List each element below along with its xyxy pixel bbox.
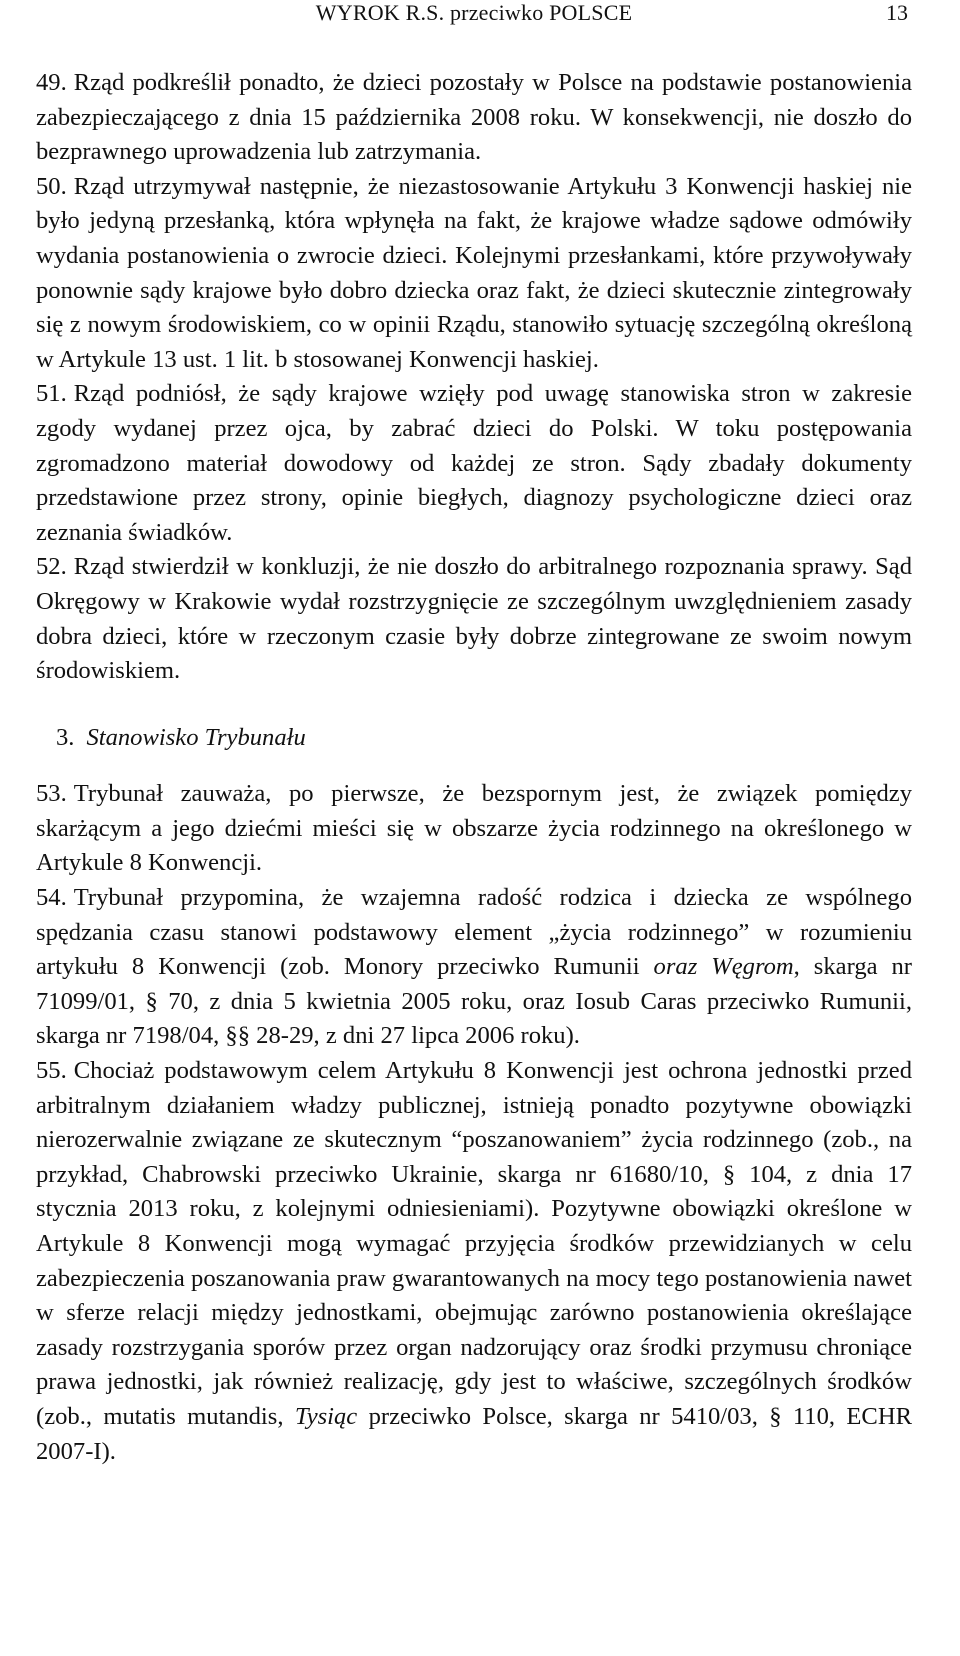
section-number: 3.	[56, 723, 75, 751]
paragraph-text: Chociaż podstawowym celem Artykułu 8 Konwencji jest ochrona jednostki przed arbitralnym działaniem władzy publicznej, istnieją ponadto pozytywne obowiązki nierozerwalnie związane ze skutecznym “poszanowaniem” życia rodzinnego (zob., na przykład, Chabrowski przeciwko Ukrainie, skarga nr 61680/10, § 104, z dnia 17 stycznia 2013 roku, z kolejnymi odniesieniami). Pozytywne obowiązki określone w Artykule 8 Konwencji mogą wymagać przyjęcia środków przewidzianych w celu zabezpieczenia poszanowania praw gwarantowanych na mocy tego postanowienia nawet w sferze relacji między jednostkami, obejmując zarówno postanowienia określające zasady rozstrzygania sporów przez organ nadzorujący oraz środki przymusu chroniące prawa jednostki, jak również realizację, gdy jest to właściwe, szczególnych środków (zob., mutatis mutandis,	[36, 1057, 912, 1430]
paragraph-54	[36, 881, 912, 1054]
case-name-italic: Tysiąc	[294, 1402, 358, 1430]
paragraph-51	[36, 377, 912, 550]
paragraph-number: 54.	[36, 884, 67, 912]
paragraph-number: 52.	[36, 553, 67, 581]
paragraph-52	[36, 550, 912, 688]
paragraph-number: 55.	[36, 1057, 67, 1085]
paragraph-text: Rząd utrzymywał następnie, że niezastosowanie Artykułu 3 Konwencji haskiej nie było jedyną przesłanką, która wpłynęła na fakt, że krajowe władze sądowe odmówiły wydania postanowienia o zwrocie dzieci. Kolejnymi przesłankami, które przywoływały ponownie sądy krajowe było dobro dziecka oraz fakt, że dzieci skutecznie zintegrowały się z nowym środowiskiem, co w opinii Rządu, stanowiło sytuację szczególną określoną w Artykule 13 ust. 1 lit. b stosowanej Konwencji haskiej.	[36, 172, 912, 373]
paragraph-text-continued: , skarga nr 71099/01, § 70, z dnia 5 kwietnia 2005 roku, oraz Iosub Caras przeciwko Rumunii, skarga nr 7198/04, §§ 28-29, z dni 27 lipca 2006 roku).	[36, 953, 912, 1050]
paragraph-number: 49.	[36, 69, 67, 96]
section-heading	[56, 721, 912, 756]
section-title: Stanowisko Trybunału	[86, 723, 306, 751]
running-header	[36, 0, 912, 38]
paragraph-text: Rząd podkreślił ponadto, że dzieci pozostały w Polsce na podstawie postanowienia zabezpieczającego z dnia 15 października 2008 roku. W konsekwencji, nie doszło do bezprawnego uprowadzenia lub zatrzymania.	[36, 69, 912, 166]
paragraph-text: Trybunał przypomina, że wzajemna radość rodzica i dziecka ze wspólnego spędzania czasu stanowi podstawowy element „życia rodzinnego” w rozumieniu artykułu 8 Konwencji (zob. Monory przeciwko Rumunii	[36, 884, 912, 981]
paragraph-text-continued: przeciwko Polsce, skarga nr 5410/03, § 110, ECHR 2007-I).	[36, 1402, 912, 1465]
paragraph-number: 50.	[36, 172, 67, 200]
paragraph-55	[36, 1054, 912, 1469]
paragraph-53	[36, 777, 912, 881]
paragraph-number: 51.	[36, 380, 67, 408]
judgment-body	[36, 66, 912, 1469]
paragraph-49	[36, 66, 912, 170]
case-name-italic: oraz Węgrom	[653, 953, 794, 981]
paragraph-text: Rząd stwierdził w konkluzji, że nie doszło do arbitralnego rozpoznania sprawy. Sąd Okręgowy w Krakowie wydał rozstrzygnięcie ze szczególnym uwzględnieniem zasady dobra dzieci, które w rzeczonym czasie były dobrze zintegrowane ze swoim nowym środowiskiem.	[36, 553, 912, 685]
case-title: WYROK R.S. przeciwko POLSCE	[315, 0, 633, 25]
page-number: 13	[886, 0, 908, 25]
paragraph-number: 53.	[36, 780, 67, 808]
paragraph-text: Trybunał zauważa, po pierwsze, że bezspornym jest, że związek pomiędzy skarżącym a jego dziećmi mieści się w obszarze życia rodzinnego na określonego w Artykule 8 Konwencji.	[36, 780, 912, 877]
paragraph-50	[36, 170, 912, 378]
paragraph-text: Rząd podniósł, że sądy krajowe wzięły pod uwagę stanowiska stron w zakresie zgody wydanej przez ojca, by zabrać dzieci do Polski. W toku postępowania zgromadzono materiał dowodowy od każdej ze stron. Sądy zbadały dokumenty przedstawione przez strony, opinie biegłych, diagnozy psychologiczne dzieci oraz zeznania świadków.	[36, 380, 912, 546]
